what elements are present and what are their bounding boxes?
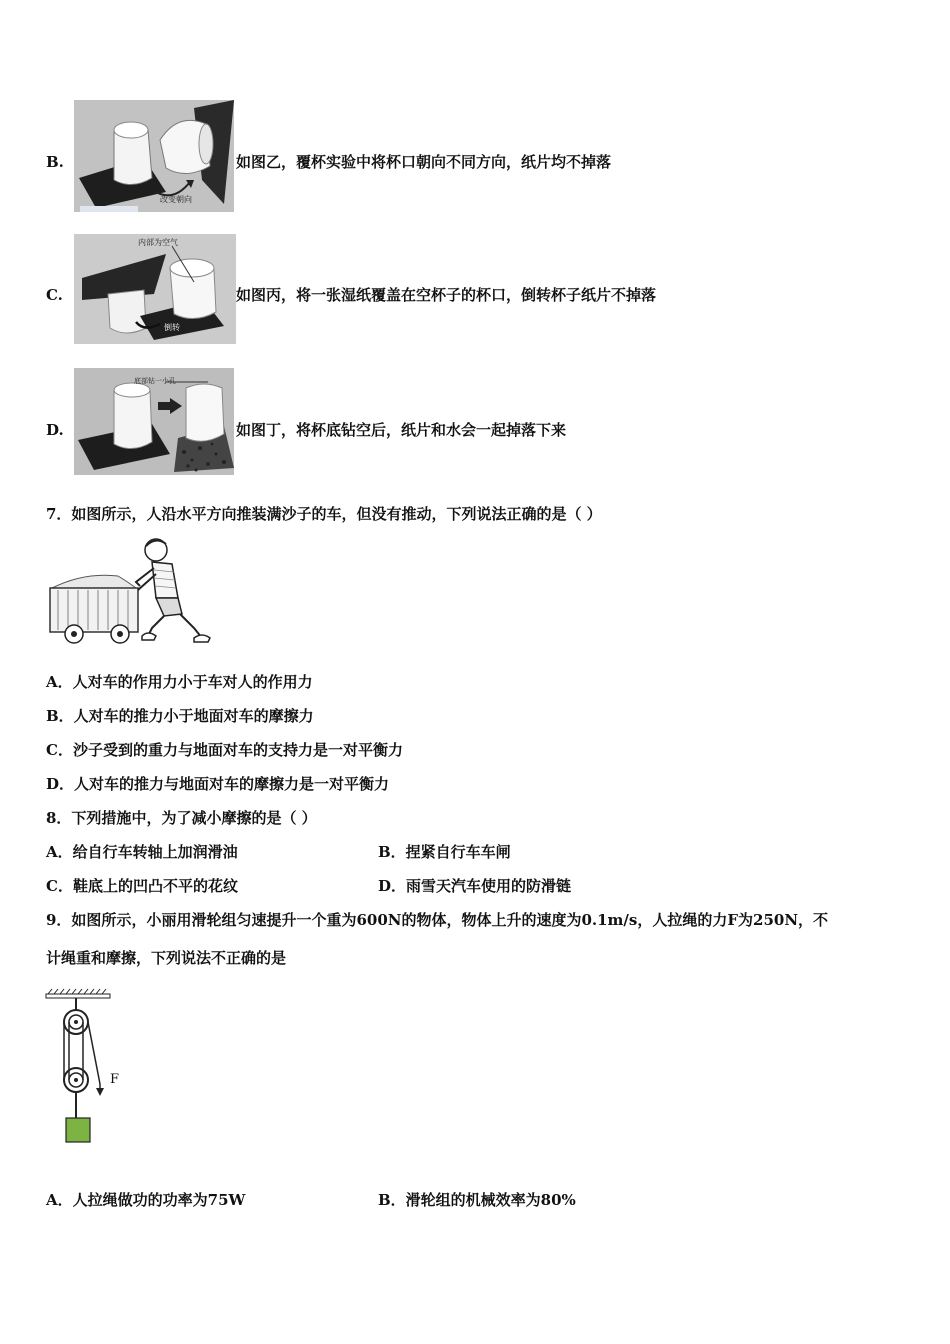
q8-option-d: D．雨雪天汽车使用的防滑链 bbox=[378, 877, 572, 895]
q7-option-c: C．沙子受到的重力与地面对车的支持力是一对平衡力 bbox=[46, 741, 403, 759]
figure-q7-person-pushing-cart bbox=[44, 536, 216, 646]
figure-ding-caption: 底部钻一小孔 bbox=[134, 377, 176, 385]
q8-stem: 8．下列措施中，为了减小摩擦的是（ ） bbox=[46, 809, 317, 827]
q7-option-a: A．人对车的作用力小于车对人的作用力 bbox=[46, 673, 313, 691]
figure-q9-pulley-system bbox=[44, 986, 134, 1150]
option-c-label: C. bbox=[46, 286, 63, 304]
option-d-label: D. bbox=[46, 421, 64, 439]
option-b-label: B. bbox=[46, 153, 64, 171]
option-d-text: 如图丁，将杯底钻空后，纸片和水会一起掉落下来 bbox=[236, 421, 567, 439]
figure-yi-caption: 改变朝向 bbox=[160, 195, 192, 204]
figure-bing-caption-bottom: 倒转 bbox=[164, 323, 180, 332]
q7-stem: 7．如图所示，人沿水平方向推装满沙子的车，但没有推动，下列说法正确的是（ ） bbox=[46, 505, 602, 523]
figure-bing-caption-top: 内部为空气 bbox=[138, 238, 178, 247]
q9-stem-line1: 9．如图所示，小丽用滑轮组匀速提升一个重为600N的物体，物体上升的速度为0.1m/s，人拉绳的力F为250N，不 bbox=[46, 911, 829, 929]
figure-yi-cup-experiment bbox=[74, 100, 234, 212]
q9-option-a: A．人拉绳做功的功率为75W bbox=[46, 1191, 246, 1209]
q8-option-c: C．鞋底上的凹凸不平的花纹 bbox=[46, 877, 238, 895]
q7-option-d: D．人对车的推力与地面对车的摩擦力是一对平衡力 bbox=[46, 775, 390, 793]
q8-option-a: A．给自行车转轴上加润滑油 bbox=[46, 843, 238, 861]
force-label-f: F bbox=[110, 1072, 120, 1087]
q7-option-b: B．人对车的推力小于地面对车的摩擦力 bbox=[46, 707, 314, 725]
option-c-text: 如图丙，将一张湿纸覆盖在空杯子的杯口，倒转杯子纸片不掉落 bbox=[236, 286, 657, 304]
q9-option-b: B．滑轮组的机械效率为80% bbox=[378, 1191, 576, 1209]
q9-stem-line2: 计绳重和摩擦，下列说法不正确的是 bbox=[46, 949, 287, 967]
option-b-text: 如图乙，覆杯实验中将杯口朝向不同方向，纸片均不掉落 bbox=[236, 153, 612, 171]
q8-option-b: B．捏紧自行车车闸 bbox=[378, 843, 511, 861]
figure-bing-wet-paper bbox=[74, 234, 236, 344]
figure-ding-hole-cup bbox=[74, 368, 234, 475]
